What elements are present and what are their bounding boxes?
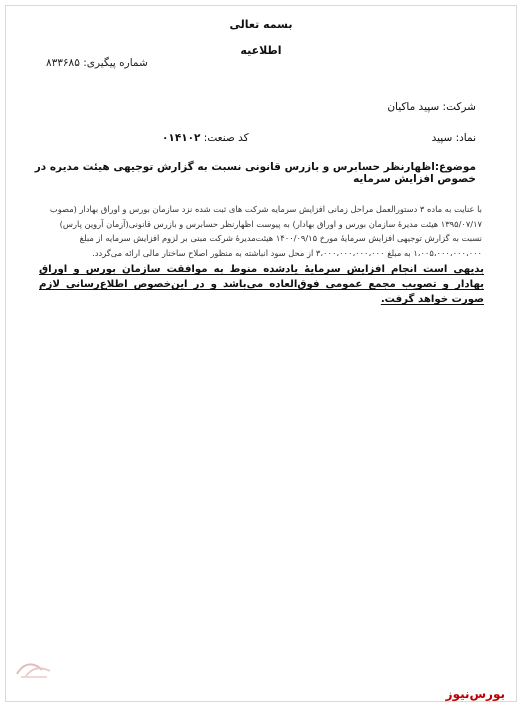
company-value: سپید ماکیان — [387, 101, 440, 113]
industry-code-line — [162, 132, 249, 144]
company-line — [387, 101, 476, 113]
emphasis-text: بدیهی است انجام افزایش سرمایۀ یادشده منوط به موافقت سازمان بورس و اوراق بهادار و تصویب مجمع عمومی فوق‌العاده می‌باشد و در این‌خصوص اطلاع‌رسانی لازم صورت خواهد گرفت. — [39, 264, 484, 305]
symbol-line — [432, 132, 476, 144]
subject-value: اظهارنظر حسابرس و بازرس قانونی نسبت به گزارش توجیهی هیئت مدیره در خصوص افزایش سرمایه — [34, 161, 476, 185]
tracking-value: ۸۳۳۶۸۵ — [46, 57, 80, 69]
company-label: شرکت: — [442, 101, 476, 113]
document-page — [5, 5, 517, 702]
tracking-label: شماره پیگیری: — [83, 57, 148, 69]
body-paragraph — [47, 202, 482, 260]
emphasis-paragraph — [39, 262, 484, 307]
symbol-label: نماد: — [455, 132, 476, 144]
tracking-number — [46, 57, 148, 69]
industry-code-label: کد صنعت: — [203, 132, 249, 144]
bismillah-heading: بسمه تعالی — [229, 18, 293, 31]
industry-code-value: ۰۱۴۱۰۲ — [162, 132, 201, 144]
subject-line — [6, 161, 476, 185]
watermark-logo-icon — [14, 656, 54, 680]
footer-logo: بورس‌نیوز — [445, 687, 505, 701]
subject-label: موضوع: — [434, 161, 476, 173]
notice-title: اطلاعیه — [240, 44, 282, 57]
body-text: با عنایت به ماده ۳ دستورالعمل مراحل زمانی افزایش سرمایه شرکت های ثبت شده نزد سازمان بورس و اوراق بهادار (مصوب ۱۳۹۵/۰۷/۱۷ هیئت مدیرۀ سازمان بورس و اوراق بهادار) به پیوست اظهارنظر حسابرس و بازرس قانونی(آزمان آروین پارس) نسبت به گزارش توجیهی افزایش سرمایۀ مورخ ۱۴۰۰/۰۹/۱۵ هیئت‌مدیرۀ شرکت مبنی بر لزوم افزایش سرمایه از مبلغ ۱،۰۰۵،۰۰۰،۰۰۰،۰۰۰ به مبلغ ۳،۰۰۰،۰۰۰،۰۰۰،۰۰۰ از محل سود انباشته به منظور اصلاح ساختار مالی ارائه می‌گردد. — [49, 204, 482, 258]
symbol-value: سپید — [431, 132, 453, 144]
